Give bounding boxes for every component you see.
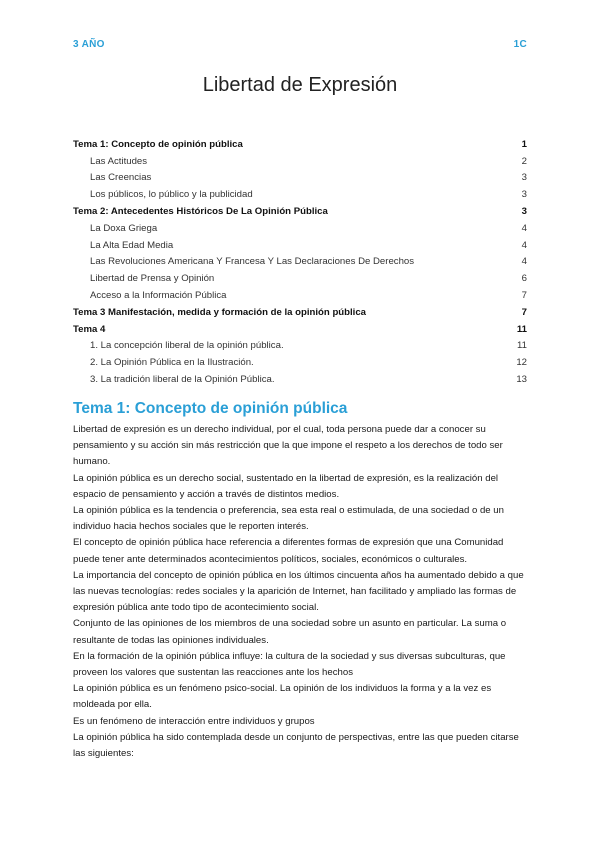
body-paragraph: La opinión pública ha sido contemplada desde un conjunto de perspectivas, entre las que pueden citarse las siguientes:	[73, 731, 519, 760]
toc-entry-label: 2. La Opinión Pública en la Ilustración.	[90, 357, 254, 369]
body-paragraph: Es un fenómeno de interacción entre individuos y grupos	[73, 715, 315, 727]
toc-entry-label: Las Creencias	[90, 172, 152, 184]
body-paragraph: El concepto de opinión pública hace referencia a diferentes formas de expresión que una Comunidad puede tener ante determinados acontecimientos políticos, sociales, económicos o culturales.	[73, 537, 504, 565]
toc-entry-label: Los públicos, lo público y la publicidad	[90, 189, 253, 201]
toc-entry-page: 3	[521, 172, 527, 184]
body-paragraph: Conjunto de las opiniones de los miembros de una sociedad sobre un asunto en particular. La suma o resultante de todas las opiniones individuales.	[73, 618, 507, 646]
toc-entry-page: 4	[521, 239, 527, 251]
toc-entry-label: La Alta Edad Media	[90, 239, 174, 251]
header-left-label: 3 AÑO	[73, 38, 105, 50]
table-of-contents	[73, 136, 527, 388]
body-paragraph: La opinión pública es la tendencia o preferencia, sea esta real o estimulada, de una sociedad o de un individuo hacia hechos sociales que le reporten interés.	[73, 505, 504, 533]
section-heading: Tema 1: Concepto de opinión pública	[73, 400, 348, 417]
toc-entry[interactable]	[73, 186, 527, 203]
toc-entry[interactable]	[73, 371, 527, 388]
toc-entry-label: Tema 3 Manifestación, medida y formación de la opinión pública	[73, 306, 367, 318]
toc-entry-label: La Doxa Griega	[90, 222, 158, 234]
document-title: Libertad de Expresión	[202, 74, 398, 96]
toc-entry[interactable]	[73, 254, 527, 271]
toc-entry-page: 3	[521, 206, 527, 218]
toc-entry-page: 4	[521, 256, 527, 268]
toc-entry-label: Tema 1: Concepto de opinión pública	[73, 138, 243, 150]
body-paragraph: La importancia del concepto de opinión pública en los últimos cincuenta años ha aumentado debido a que las nuevas tecnologías: redes sociales y la aparición de Internet, han facilitado y ampliado las formas de expresión pública ante todo tipo de acontecimiento social.	[73, 569, 524, 614]
section-body	[73, 422, 528, 762]
toc-entry[interactable]	[73, 153, 527, 170]
toc-entry-label: 3. La tradición liberal de la Opinión Pública.	[90, 374, 275, 386]
toc-entry[interactable]	[73, 354, 527, 371]
toc-entry-page: 6	[521, 273, 527, 285]
body-paragraph: La opinión pública es un derecho social, sustentado en la libertad de expresión, es la realización del espacio de pensamiento y acción a través de distintos medios.	[73, 472, 499, 500]
toc-entry-label: Tema 4	[73, 323, 106, 335]
toc-entry-page: 3	[521, 189, 527, 201]
toc-entry[interactable]	[73, 203, 527, 220]
toc-entry[interactable]	[73, 170, 527, 187]
toc-entry[interactable]	[73, 220, 527, 237]
toc-entry[interactable]	[73, 270, 527, 287]
toc-entry-page: 4	[521, 222, 527, 234]
toc-entry-page: 11	[516, 323, 527, 335]
body-paragraph: Libertad de expresión es un derecho individual, por el cual, toda persona puede dar a conocer su pensamiento y su acción sin más restricción que la que impone el respeto a los derechos de todo ser humano.	[73, 424, 503, 468]
toc-entry-page: 11	[517, 340, 527, 352]
toc-entry-label: Las Actitudes	[90, 155, 148, 167]
body-paragraph: La opinión pública es un fenómeno psico-social. La opinión de los individuos la forma y a la vez es moldeada por ella.	[73, 683, 492, 711]
toc-entry-label: Acceso a la Información Pública	[90, 290, 227, 302]
toc-entry-page: 2	[521, 155, 527, 167]
toc-entry[interactable]	[73, 304, 527, 321]
toc-entry-label: Libertad de Prensa y Opinión	[90, 273, 215, 285]
toc-entry-label: 1. La concepción liberal de la opinión pública.	[90, 340, 284, 352]
toc-entry-page: 7	[521, 306, 527, 318]
toc-entry-page: 7	[521, 290, 527, 302]
toc-entry-label: Tema 2: Antecedentes Históricos De La Opinión Pública	[73, 206, 328, 218]
toc-entry-page: 13	[516, 374, 527, 386]
toc-entry[interactable]	[73, 338, 527, 355]
toc-entry[interactable]	[73, 321, 527, 338]
toc-entry[interactable]	[73, 136, 527, 153]
header-right-label: 1C	[513, 38, 527, 50]
page-header	[73, 37, 527, 51]
toc-entry[interactable]	[73, 237, 527, 254]
body-paragraph: En la formación de la opinión pública influye: la cultura de la sociedad y sus diversas subculturas, que proveen los valores que sustentan las reacciones ante los hechos	[73, 650, 506, 679]
toc-entry-label: Las Revoluciones Americana Y Francesa Y Las Declaraciones De Derechos	[90, 256, 415, 268]
toc-entry-page: 1	[521, 138, 527, 150]
toc-entry[interactable]	[73, 287, 527, 304]
toc-entry-page: 12	[516, 357, 527, 369]
